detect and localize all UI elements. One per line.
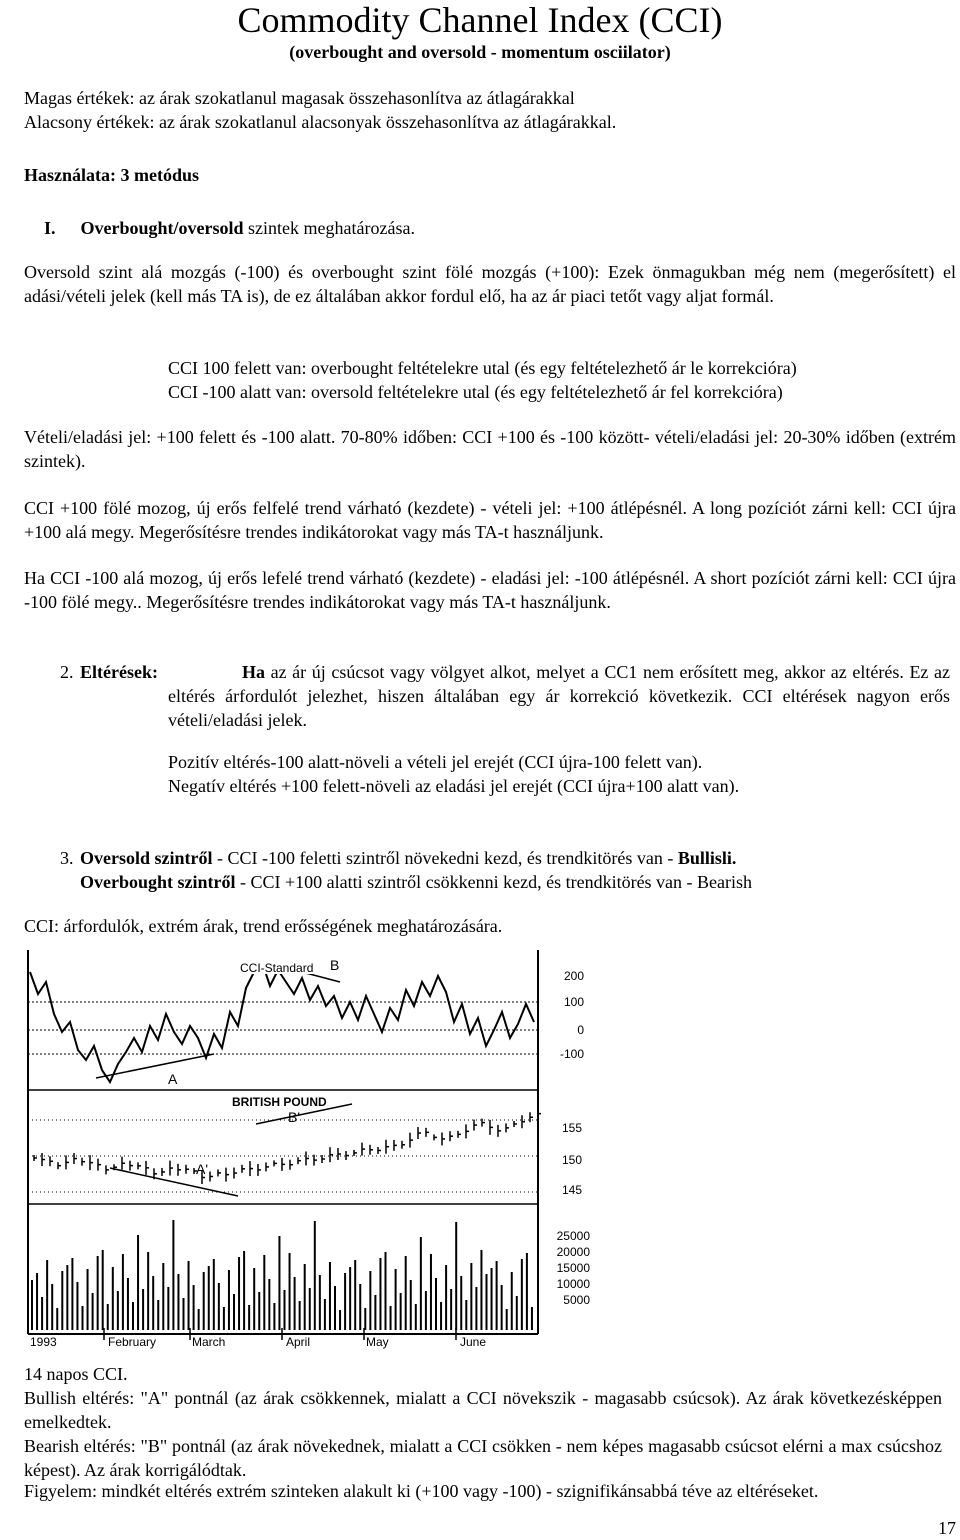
method2-paragraph [168,660,950,732]
cci-british-pound-figure [0,942,606,1352]
method1-title-rest: szintek meghatározása. [243,218,415,238]
method3-number: 3. [60,848,74,868]
method1-heading [44,216,415,240]
time-label-1993: 1993 [30,1335,57,1349]
british-pound-label: BRITISH POUND [232,1095,327,1109]
method3-line2-rest: - CCI +100 alatti szintről csökkenni kezd, és trendkitörés van - Bearish [235,872,753,892]
price-tick-155: 155 [561,1121,582,1135]
time-label-march: March [192,1335,226,1349]
price-tick-145: 145 [561,1183,582,1197]
cci-reference-lines [28,1002,538,1054]
down-trend-paragraph: Ha CCI -100 alá mozog, új erős lefelé trend várható (kezdete) - eladási jel: -100 átlépésnél. A short pozíciót zárni kell: CCI újra -100 fölé megy.. Megerősítésre trendes indikátorokat vagy más TA-t használjunk. [24,568,956,612]
volume-tick-15000: 15000 [556,1261,590,1275]
signal-paragraph: Vételi/eladási jel: +100 felett és -100 alatt. 70-80% időben: CCI +100 és -100 között- vételi/eladási jel: 20-30% időben (extrém szintek). [24,427,956,471]
cci-below-line: CCI -100 alatt van: oversold feltételekre utal (és egy feltételezhető ár fel korrekcióra) [168,382,783,402]
page-number: 17 [938,1518,956,1538]
method3-line1-rest: - CCI -100 feletti szintről növekedni kezd, és trendkitörés van - [212,848,678,868]
label-a-prime: A' [196,1161,209,1177]
time-label-may: May [366,1335,389,1349]
method3-line1-bold: Oversold szintről [80,848,213,868]
label-b: B [330,957,340,973]
page-title: Commodity Channel Index (CCI) [237,0,723,40]
cci-line [30,962,534,1082]
cci-tick-minus-100: -100 [559,1047,584,1061]
time-label-april: April [286,1335,311,1349]
method2-label: Eltérések: [80,662,158,682]
volume-tick-25000: 25000 [556,1229,590,1243]
time-label-february: February [108,1335,157,1349]
usage-heading: Használata: 3 metódus [24,165,199,185]
label-a: A [168,1071,178,1087]
note-attention: Figyelem: mindkét eltérés extrém szinteken alakult ki (+100 vagy -100) - szignifikánsabbá téve az eltéréseket. [24,1481,819,1501]
method3-line2-bold: Overbought szintről [80,872,236,892]
cci-above-line: CCI 100 felett van: overbought feltételekre utal (és egy feltételezhető ár le korrekcióra) [168,358,797,378]
note-14-day: 14 napos CCI. [24,1364,128,1384]
method3-line1-end: Bullisli. [677,848,737,868]
negative-divergence: Negatív eltérés +100 felett-növeli az eladási jel erejét (CCI újra+100 alatt van). [168,776,740,796]
label-b-prime: B' [288,1109,301,1125]
method3-line1 [80,846,736,870]
volume-tick-10000: 10000 [556,1277,590,1291]
divergence-line-a [96,1054,214,1078]
volume-tick-20000: 20000 [556,1245,590,1259]
price-reference-lines [28,1120,538,1192]
intro-high-values: Magas értékek: az árak szokatlanul magasak összehasonlítva az átlagárakkal [24,88,575,108]
up-trend-paragraph: CCI +100 fölé mozog, új erős felfelé trend várható (kezdete) - vételi jel: +100 átlépésnél. A long pozíciót zárni kell: CCI újra +100 alá megy. Megerősítésre trendes indikátorokat vagy más TA-t használjunk. [24,498,956,542]
page-subtitle: (overbought and oversold - momentum osciilator) [289,42,671,62]
note-bullish: Bullish eltérés: "A" pontnál (az árak csökkennek, mialatt a CCI növekszik - magasabb csúcsok). Az árak következésképpen emelkedtek. [24,1388,942,1432]
method2-text-rest: az ár új csúcsot vagy völgyet alkot, melyet a CC1 nem erősített meg, akkor az eltérés. Ez az eltérés árfordulót jelezhet, hiszen általában egy ár korrekció következik. CCI eltérések nagyon erős vételi/eladási jelek. [168,662,950,730]
method2-text-first: Ha [242,662,266,682]
method1-title-bold: Overbought/oversold [80,218,244,238]
volume-bars [32,1220,532,1330]
volume-tick-5000: 5000 [563,1293,590,1307]
method2-number: 2. [60,662,74,682]
time-label-june: June [460,1335,487,1349]
note-bearish: Bearish eltérés: "B" pontnál (az árak növekednek, mialatt a CCI csökken - nem képes magasabb csúcsot elérni a max csúcshoz képest). Az árak korrigálódtak. [24,1436,942,1480]
method1-paragraph: Oversold szint alá mozgás (-100) és overbought szint fölé mozgás (+100): Ezek önmagukban még nem (megerősített) el adási/vételi jelek (kell más TA is), de ez általában akkor fordul elő, ha az ár piaci tetőt vagy aljat formál. [24,262,956,306]
method3-line2 [80,870,752,894]
method1-number: I. [44,218,56,238]
cci-tick-100: 100 [563,995,584,1009]
cci-use-line: CCI: árfordulók, extrém árak, trend erősségének meghatározására. [24,916,503,936]
cci-tick-0: 0 [577,1023,584,1037]
cci-standard-label: CCI-Standard [240,961,314,975]
cci-tick-200: 200 [563,969,584,983]
intro-low-values: Alacsony értékek: az árak szokatlanul alacsonyak összehasonlítva az átlagárakkal. [24,112,617,132]
price-tick-150: 150 [561,1153,582,1167]
positive-divergence: Pozitív eltérés-100 alatt-növeli a vételi jel erejét (CCI újra-100 felett van). [168,752,703,772]
